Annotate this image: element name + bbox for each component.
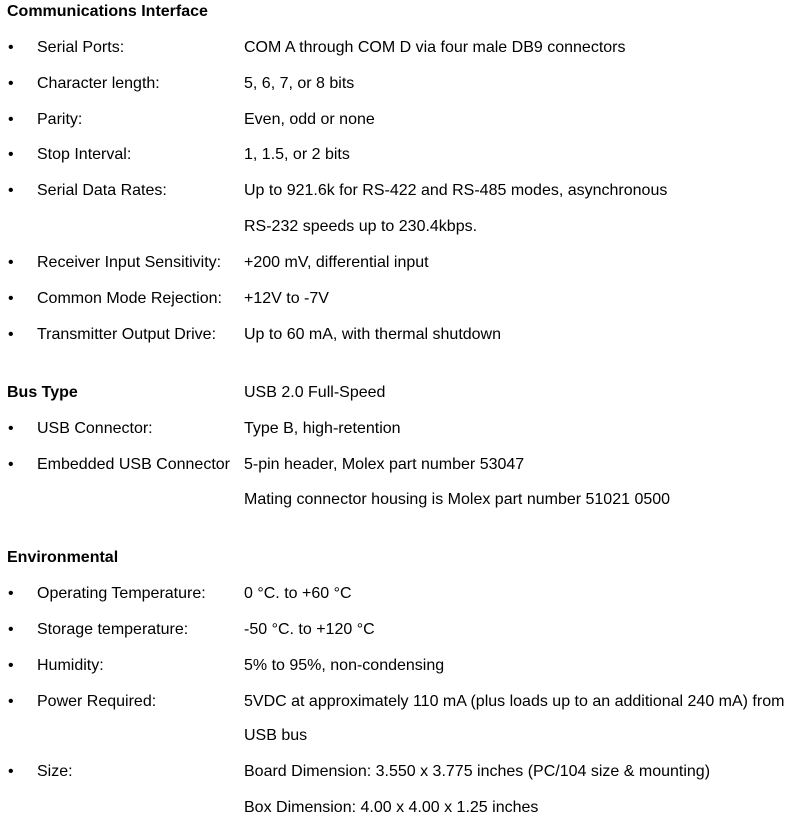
bullet: •: [8, 254, 14, 271]
spec-row-humidity: [0, 654, 812, 678]
spec-row-serial-data-rates: [0, 179, 812, 203]
spec-row-transmitter-drive: [0, 323, 812, 347]
section-heading-row: [0, 546, 812, 570]
spec-row-continuation: [0, 796, 812, 820]
spec-value: 5-pin header, Molex part number 53047: [244, 456, 525, 473]
spec-label: Operating Temperature:: [37, 585, 206, 602]
spec-row-continuation: [0, 724, 812, 748]
spec-value: Up to 60 mA, with thermal shutdown: [244, 326, 502, 343]
spec-value: -50 °C. to +120 °C: [244, 621, 375, 638]
section-heading-row: [0, 0, 812, 24]
bullet: •: [8, 75, 14, 92]
bullet: •: [8, 657, 14, 674]
bullet: •: [8, 621, 14, 638]
spec-label: Size:: [37, 763, 73, 780]
bullet: •: [8, 290, 14, 307]
spec-label: Serial Data Rates:: [37, 182, 167, 199]
spec-row-common-mode-rejection: [0, 287, 812, 311]
spec-row-receiver-sensitivity: [0, 251, 812, 275]
spec-value: Board Dimension: 3.550 x 3.775 inches (PC/104 size & mounting): [244, 763, 711, 780]
spec-value: 5VDC at approximately 110 mA (plus loads up to an additional 240 mA) from: [244, 693, 785, 710]
spec-label: Transmitter Output Drive:: [37, 326, 217, 343]
section-heading-communications: Communications Interface: [7, 3, 208, 20]
spec-row-character-length: [0, 72, 812, 96]
spec-row-stop-interval: [0, 143, 812, 167]
spec-label: Character length:: [37, 75, 160, 92]
spec-row-size: [0, 760, 812, 784]
spec-row-storage-temperature: [0, 618, 812, 642]
spec-value: Up to 921.6k for RS-422 and RS-485 modes, asynchronous: [244, 182, 668, 199]
spec-label: Common Mode Rejection:: [37, 290, 222, 307]
spec-value: +12V to -7V: [244, 290, 329, 307]
section-heading-environmental: Environmental: [7, 549, 119, 566]
bullet: •: [8, 146, 14, 163]
spec-label: Embedded USB Connector: [37, 456, 230, 473]
spec-row-serial-ports: [0, 36, 812, 60]
bullet: •: [8, 182, 14, 199]
spec-value-continuation: Mating connector housing is Molex part number 51021 0500: [244, 491, 671, 508]
spec-value-continuation: RS-232 speeds up to 230.4kbps.: [244, 218, 478, 235]
bullet: •: [8, 693, 14, 710]
spec-row-power-required: [0, 690, 812, 714]
bullet: •: [8, 763, 14, 780]
bullet: •: [8, 456, 14, 473]
spec-label: Humidity:: [37, 657, 104, 674]
spec-value: 5% to 95%, non-condensing: [244, 657, 445, 674]
spec-row-usb-connector: [0, 417, 812, 441]
spec-row-embedded-usb: [0, 453, 812, 477]
spec-row-operating-temperature: [0, 582, 812, 606]
spec-label: USB Connector:: [37, 420, 153, 437]
spec-label: Stop Interval:: [37, 146, 132, 163]
section-heading-bus-type: Bus Type: [7, 384, 78, 401]
bullet: •: [8, 111, 14, 128]
bullet: •: [8, 326, 14, 343]
spec-value: 1, 1.5, or 2 bits: [244, 146, 350, 163]
spec-row-parity: [0, 108, 812, 132]
spec-label: Storage temperature:: [37, 621, 189, 638]
spec-value-continuation: USB bus: [244, 727, 308, 744]
section-heading-row: [0, 381, 812, 405]
spec-label: Receiver Input Sensitivity:: [37, 254, 222, 271]
spec-value: COM A through COM D via four male DB9 connectors: [244, 39, 626, 56]
spec-value-continuation: Box Dimension: 4.00 x 4.00 x 1.25 inches: [244, 799, 539, 816]
spec-label: Power Required:: [37, 693, 157, 710]
spec-row-continuation: [0, 215, 812, 239]
bullet: •: [8, 585, 14, 602]
bullet: •: [8, 420, 14, 437]
spec-row-continuation: [0, 488, 812, 512]
spec-value: Even, odd or none: [244, 111, 375, 128]
spec-label: Parity:: [37, 111, 83, 128]
spec-value: 5, 6, 7, or 8 bits: [244, 75, 355, 92]
spec-value: Type B, high-retention: [244, 420, 401, 437]
spec-value: +200 mV, differential input: [244, 254, 429, 271]
spec-label: Serial Ports:: [37, 39, 125, 56]
bullet: •: [8, 39, 14, 56]
section-heading-value: USB 2.0 Full-Speed: [244, 384, 386, 401]
spec-value: 0 °C. to +60 °C: [244, 585, 352, 602]
